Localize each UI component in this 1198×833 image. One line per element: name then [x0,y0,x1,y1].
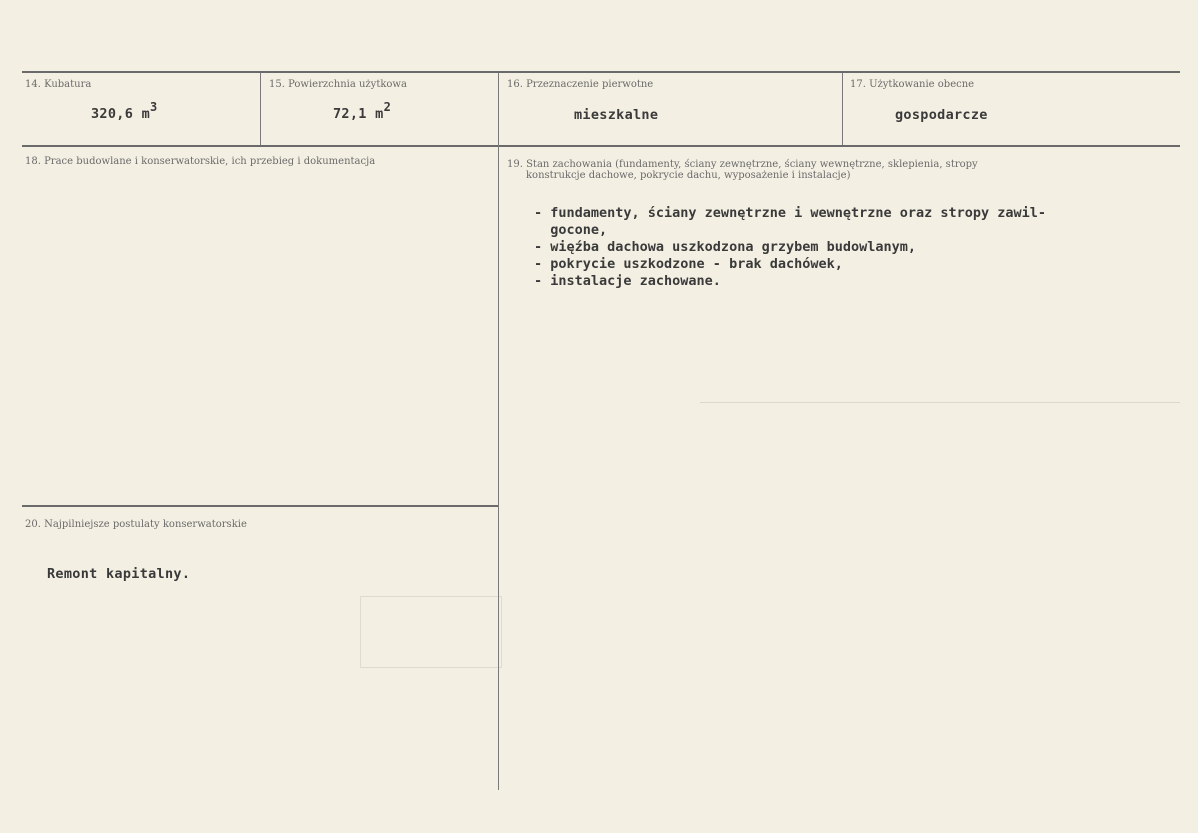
section-divider [22,505,498,507]
field-20-value: Remont kapitalny. [47,566,191,582]
field-15-label: 15. Powierzchnia użytkowa [269,79,407,90]
field-15-unit-exponent: 2 [383,100,392,114]
condition-item: gocone, [534,222,608,238]
field-18-label: 18. Prace budowlane i konserwatorskie, ich przebieg i dokumentacja [25,156,376,167]
field-19-label-continued: konstrukcje dachowe, pokrycie dachu, wyposażenie i instalacje) [526,170,851,181]
condition-item: - pokrycie uszkodzone - brak dachówek, [534,256,843,272]
field-17-value: gospodarcze [895,107,988,123]
bleed-through-box [360,596,502,668]
bleed-through-mark [700,402,1180,411]
condition-item: - więźba dachowa uszkodzona grzybem budowlanym, [534,239,917,255]
field-20-label: 20. Najpilniejsze postulaty konserwatorskie [25,519,247,530]
field-14-value [91,100,158,122]
condition-item: - instalacje zachowane. [534,273,721,289]
field-17-label: 17. Użytkowanie obecne [850,79,975,90]
field-14-label: 14. Kubatura [25,79,92,90]
condition-item: - fundamenty, ściany zewnętrzne i wewnętrzne oraz stropy zawil- [534,205,1047,221]
row-divider [22,145,1180,147]
column-divider [842,73,843,145]
field-15-number: 72,1 m [333,106,384,122]
top-border [22,71,1180,73]
condition-list [534,205,1046,290]
field-15-value [333,100,392,122]
field-16-label: 16. Przeznaczenie pierwotne [507,79,654,90]
column-divider [260,73,261,145]
field-14-unit-exponent: 3 [150,100,158,114]
field-14-number: 320,6 m [91,106,150,122]
column-divider-main [498,73,499,790]
field-16-value: mieszkalne [574,107,659,123]
field-19-label: 19. Stan zachowania (fundamenty, ściany zewnętrzne, ściany wewnętrzne, sklepienia, stropy [507,159,978,170]
